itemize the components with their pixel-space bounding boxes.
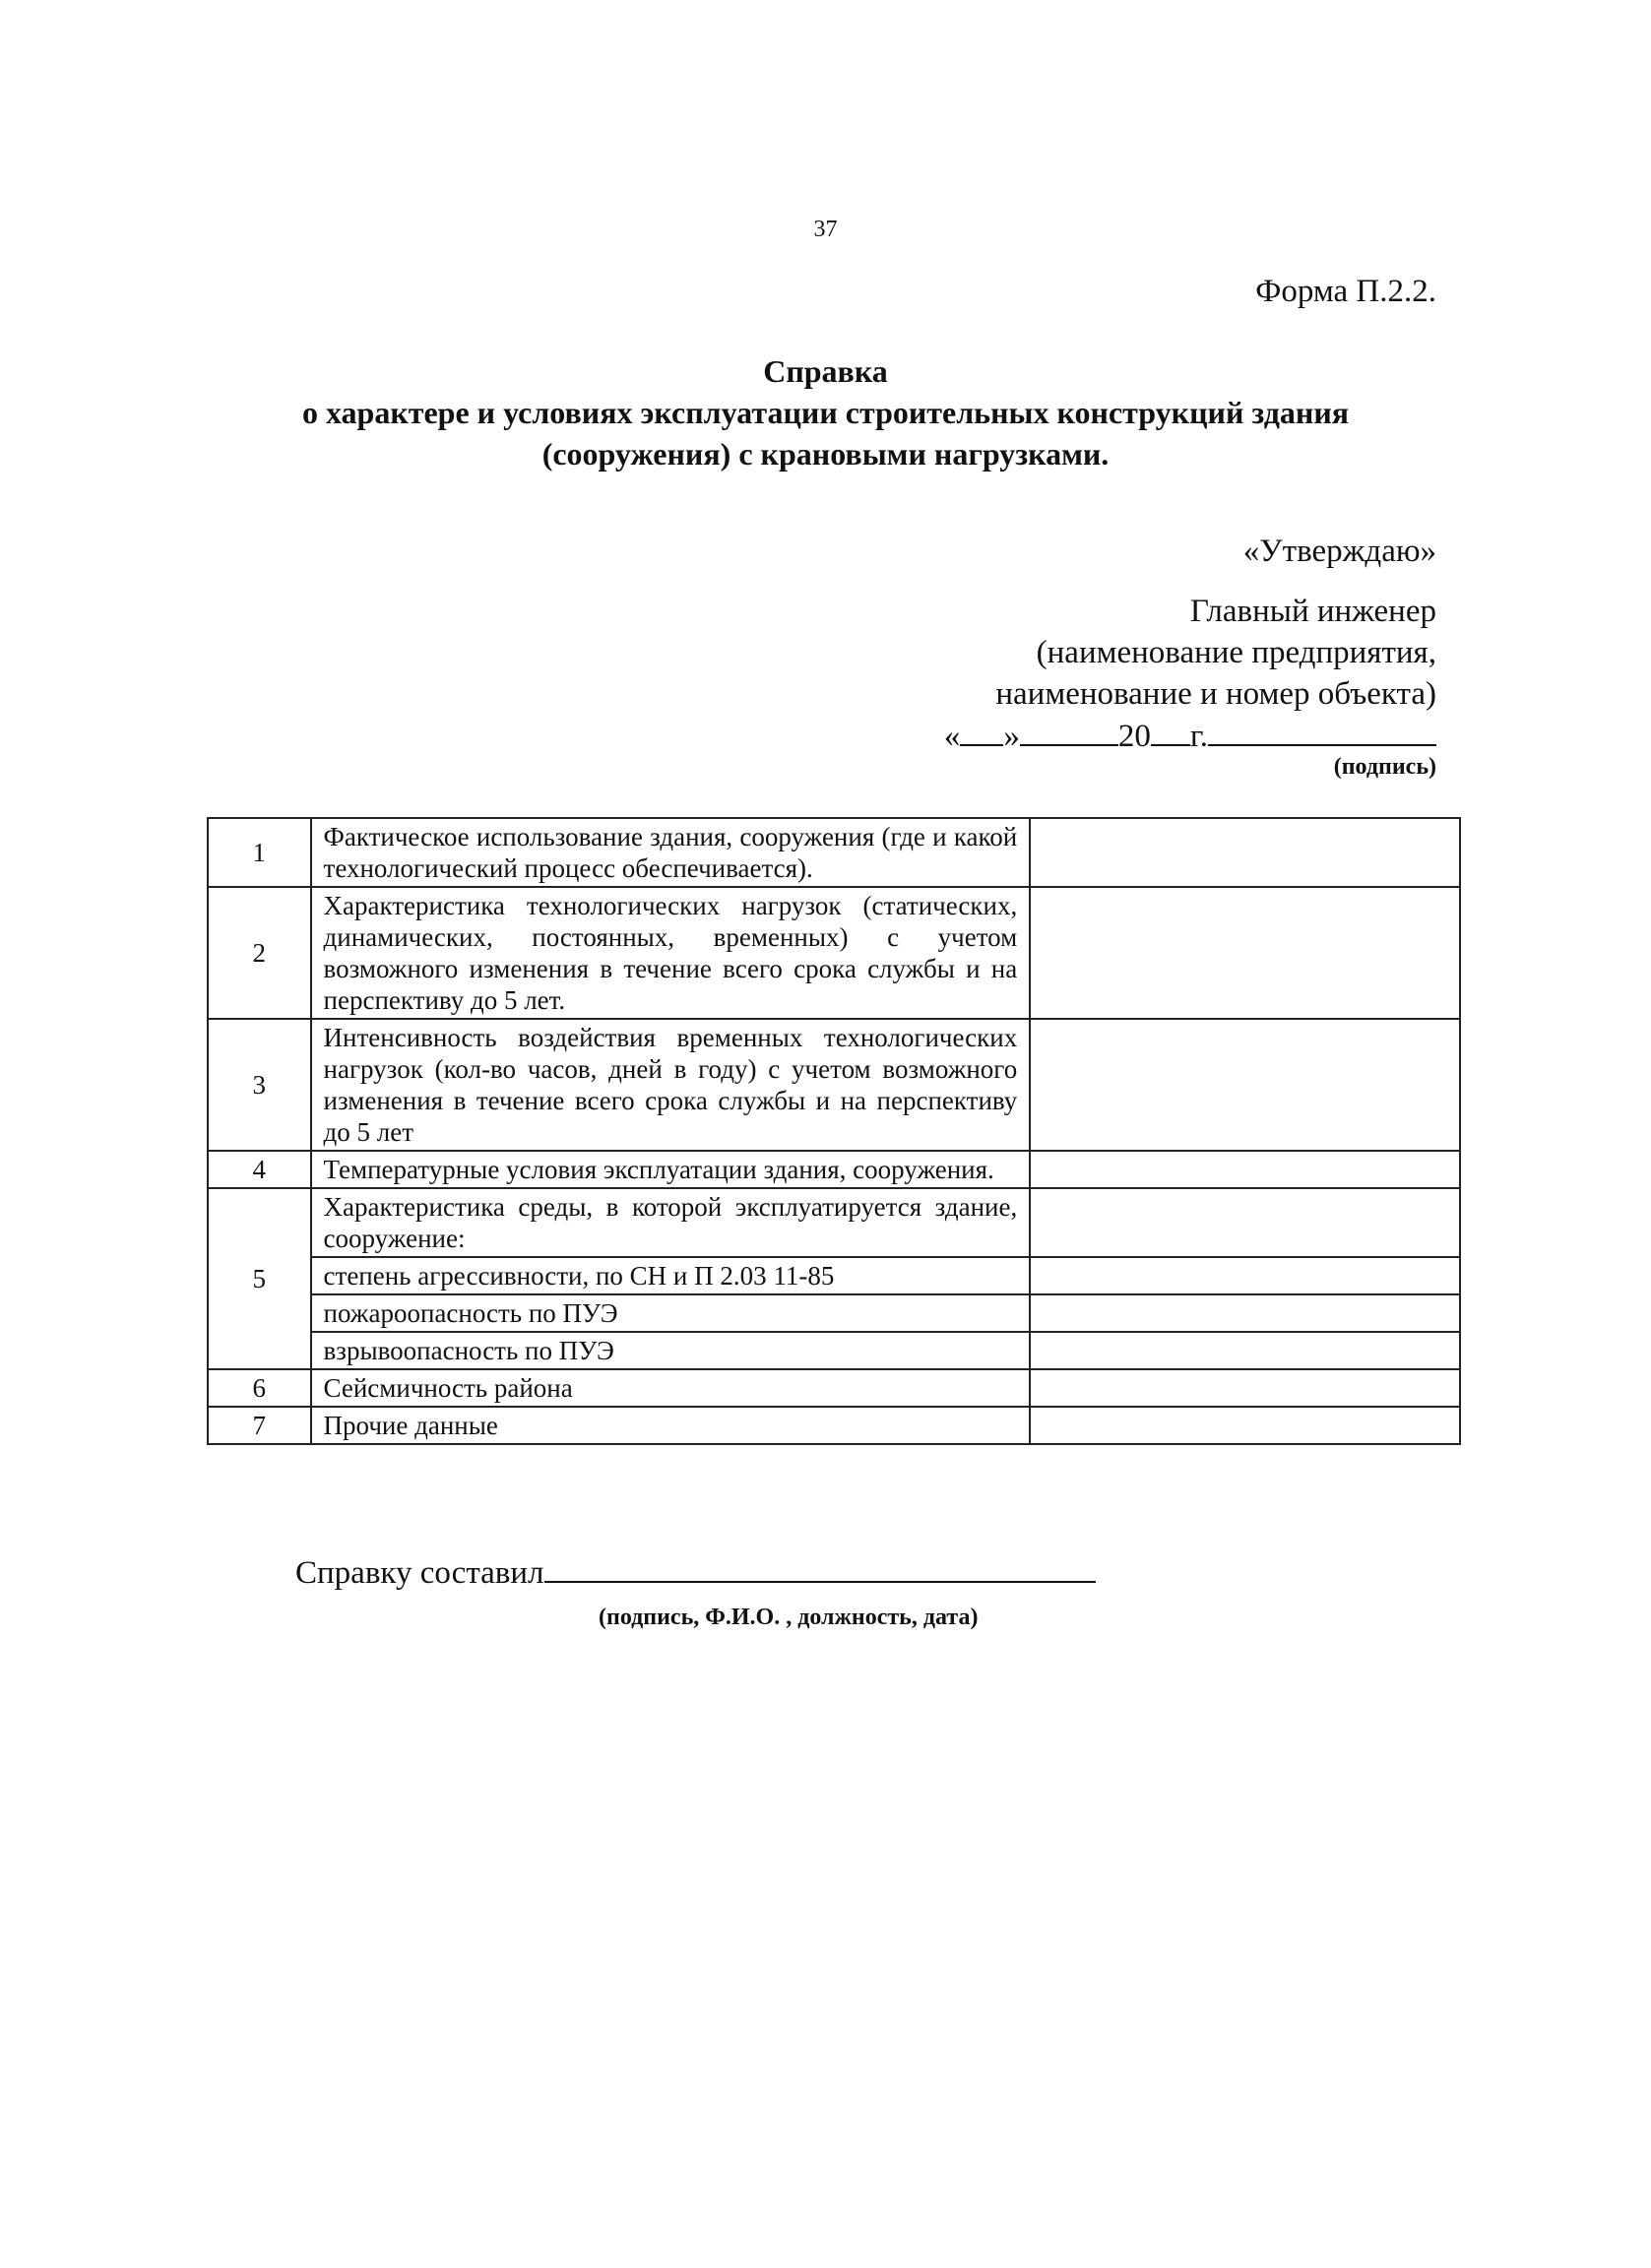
row-description: Температурные условия эксплуатации здания, сооружения. [311,1151,1031,1188]
year-blank[interactable] [1151,715,1190,746]
signature-label: (подпись) [1333,754,1436,780]
row-value-cell[interactable] [1030,1407,1460,1444]
organization-line-1: (наименование предприятия, [1036,635,1436,670]
row-value-cell[interactable] [1030,1019,1460,1151]
table-row [208,887,1460,1019]
day-blank[interactable] [960,715,1003,746]
page-number: 37 [813,217,838,242]
approval-block [995,591,1436,715]
row-number: 3 [208,1019,311,1151]
row-number: 5 [208,1188,311,1369]
title-line-2: о характере и условиях эксплуатации строительных конструкций здания [301,395,1350,430]
approve-label: «Утверждаю» [1242,534,1436,569]
signature-blank[interactable] [1208,715,1436,746]
row-description: Характеристика технологических нагрузок (статических, динамических, постоянных, временных) с учетом возможного изменения в течение всего срока службы и на перспективу до 5 лет. [311,887,1031,1019]
title-line-1: Справка [763,353,888,389]
table-row [208,1257,1460,1294]
approver-position: Главный инженер [1189,594,1436,629]
document-title [0,350,1651,474]
row-description: Фактическое использование здания, сооружения (где и какой технологический процесс обеспечивается). [311,818,1031,887]
row-description: степень агрессивности, по СН и П 2.03 11-85 [311,1257,1031,1294]
compiled-by-line [295,1549,1096,1592]
specification-table [207,817,1461,1445]
table-row [208,1332,1460,1369]
row-number: 4 [208,1151,311,1188]
row-value-cell[interactable] [1030,1151,1460,1188]
row-description: взрывоопасность по ПУЭ [311,1332,1031,1369]
table-row [208,1151,1460,1188]
row-value-cell[interactable] [1030,1294,1460,1332]
year-prefix: 20 [1117,719,1151,754]
table-row [208,818,1460,887]
row-value-cell[interactable] [1030,1332,1460,1369]
table-row [208,1294,1460,1332]
month-blank[interactable] [1020,715,1118,746]
year-suffix: г. [1189,719,1208,754]
row-number: 1 [208,818,311,887]
organization-line-2: наименование и номер объекта) [995,676,1436,712]
form-id: Форма П.2.2. [1255,274,1436,309]
compiled-by-blank[interactable] [544,1549,1096,1583]
date-close-quote: » [1003,719,1020,754]
row-value-cell[interactable] [1030,818,1460,887]
table-row [208,1188,1460,1257]
row-number: 7 [208,1407,311,1444]
row-description: Сейсмичность района [311,1369,1031,1407]
row-description: Характеристика среды, в которой эксплуатируется здание, сооружение: [311,1188,1031,1257]
row-value-cell[interactable] [1030,1257,1460,1294]
compiled-by-note: (подпись, Ф.И.О. , должность, дата) [599,1605,979,1630]
row-value-cell[interactable] [1030,887,1460,1019]
approval-date-line [944,715,1436,755]
table-row [208,1369,1460,1407]
title-line-3: (сооружения) с крановыми нагрузками. [541,436,1110,472]
row-value-cell[interactable] [1030,1369,1460,1407]
row-value-cell[interactable] [1030,1188,1460,1257]
table-row [208,1407,1460,1444]
table-row [208,1019,1460,1151]
row-description: пожароопасность по ПУЭ [311,1294,1031,1332]
row-description: Прочие данные [311,1407,1031,1444]
row-number: 6 [208,1369,311,1407]
row-description: Интенсивность воздействия временных технологических нагрузок (кол-во часов, дней в году) с учетом возможного изменения в течение всего срока службы и на перспективу до 5 лет [311,1019,1031,1151]
compiled-by-label: Справку составил [295,1555,544,1591]
date-open-quote: « [943,719,961,754]
row-number: 2 [208,887,311,1019]
